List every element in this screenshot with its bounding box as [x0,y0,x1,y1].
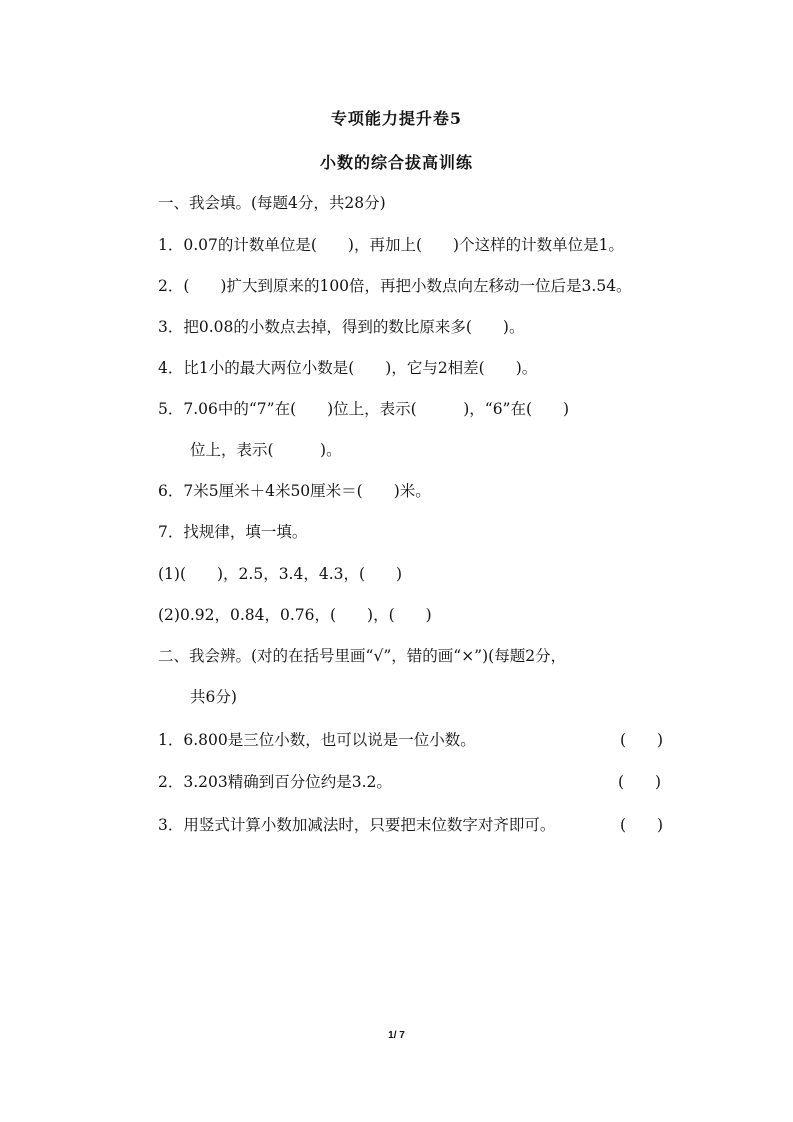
question-2-3: 3．用竖式计算小数加减法时，只要把末位数字对齐即可。 [158,816,556,834]
section1-heading: 一、我会填。(每题4分，共28分) [158,194,386,212]
question-1-7: 7．找规律，填一填。 [158,523,308,541]
question-1-6: 6．7米5厘米＋4米50厘米＝( )米。 [158,482,431,500]
section2-heading-line1: 二、我会辨。(对的在括号里画“√”，错的画“×”)(每题2分， [158,647,567,665]
answer-blank-2-2: ( ) [618,773,662,791]
question-1-5-line2: 位上，表示( )。 [190,441,342,459]
answer-blank-2-3: ( ) [620,816,664,834]
section2-heading-line2: 共6分) [190,688,237,706]
question-1-5-line1: 5．7.06中的“7”在( )位上，表示( )，“6”在( ) [158,400,570,418]
question-1-7-sub2: (2)0.92，0.84，0.76，( )，( ) [158,606,432,624]
page-subtitle: 小数的综合拔高训练 [319,153,473,172]
question-1-2: 2．( )扩大到原来的100倍，再把小数点向左移动一位后是3.54。 [158,277,632,295]
question-1-3: 3．把0.08的小数点去掉，得到的数比原来多( )。 [158,318,525,336]
page-title: 专项能力提升卷5 [330,109,463,128]
question-1-7-sub1: (1)( )，2.5，3.4，4.3，( ) [158,565,403,583]
question-2-1: 1．6.800是三位小数，也可以说是一位小数。 [158,731,476,749]
question-1-4: 4．比1小的最大两位小数是( )，它与2相差( )。 [158,359,538,377]
page-number: 1/ 7 [388,1030,405,1041]
question-1-1: 1．0.07的计数单位是( )，再加上( )个这样的计数单位是1。 [158,236,624,254]
answer-blank-2-1: ( ) [620,731,664,749]
question-2-2: 2．3.203精确到百分位约是3.2。 [158,773,392,791]
